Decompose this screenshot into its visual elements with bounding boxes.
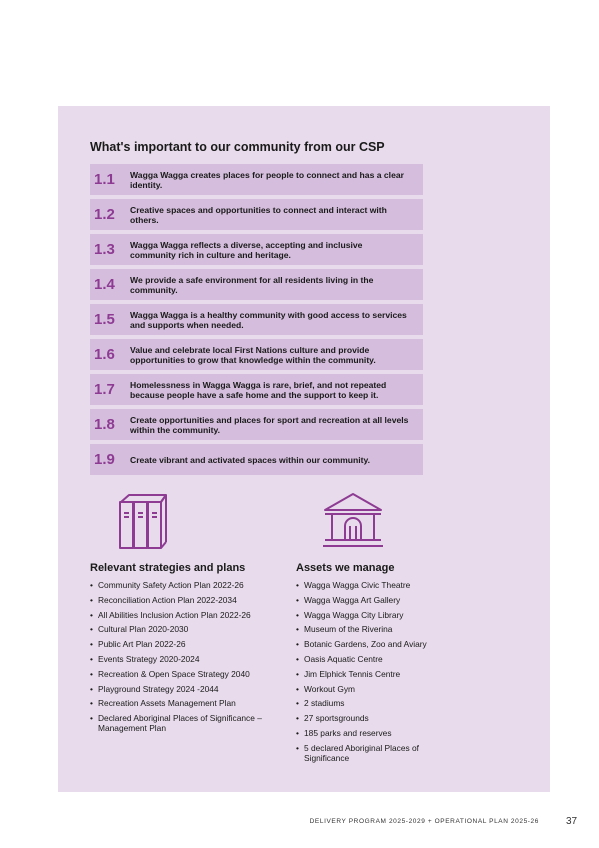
list-item: • Wagga Wagga Art Gallery <box>296 595 446 605</box>
strategies-list <box>90 580 275 738</box>
csp-item <box>90 444 423 475</box>
list-item: • Playground Strategy 2024 -2044 <box>90 684 275 694</box>
csp-text: Homelessness in Wagga Wagga is rare, brief, and not repeated because people have a safe home and the support to keep it. <box>130 379 387 400</box>
csp-item <box>90 234 423 265</box>
csp-item <box>90 339 423 370</box>
list-item: • Botanic Gardens, Zoo and Aviary <box>296 639 446 649</box>
assets-title: Assets we manage <box>296 562 395 574</box>
csp-item <box>90 164 423 195</box>
list-item: • Recreation & Open Space Strategy 2040 <box>90 669 275 679</box>
assets-list <box>296 580 446 768</box>
csp-text: Creative spaces and opportunities to connect and interact with others. <box>130 204 387 225</box>
csp-number: 1.2 <box>94 206 115 223</box>
list-item: • Wagga Wagga Civic Theatre <box>296 580 446 590</box>
csp-item <box>90 409 423 440</box>
csp-text: Value and celebrate local First Nations culture and provide opportunities to grow that knowledge within the community. <box>130 344 376 365</box>
csp-text: Wagga Wagga creates places for people to connect and has a clear identity. <box>130 169 404 190</box>
csp-text: Create opportunities and places for sport and recreation at all levels within the community. <box>130 414 409 435</box>
csp-item <box>90 304 423 335</box>
list-item: • Recreation Assets Management Plan <box>90 698 275 708</box>
list-item: • Cultural Plan 2020-2030 <box>90 624 275 634</box>
csp-number: 1.5 <box>94 311 115 328</box>
csp-number: 1.3 <box>94 241 115 258</box>
page-number: 37 <box>566 816 578 827</box>
csp-item <box>90 374 423 405</box>
list-item: • All Abilities Inclusion Action Plan 2022-26 <box>90 610 275 620</box>
books-icon <box>117 492 169 550</box>
csp-text: We provide a safe environment for all residents living in the community. <box>130 274 374 295</box>
csp-number: 1.7 <box>94 381 115 398</box>
csp-number: 1.9 <box>94 451 115 468</box>
list-item: • 27 sportsgrounds <box>296 713 446 723</box>
list-item: • Wagga Wagga City Library <box>296 610 446 620</box>
csp-number: 1.6 <box>94 346 115 363</box>
csp-text: Create vibrant and activated spaces within our community. <box>130 454 371 465</box>
list-item: • 185 parks and reserves <box>296 728 446 738</box>
list-item: • 2 stadiums <box>296 698 446 708</box>
list-item: • Community Safety Action Plan 2022-26 <box>90 580 275 590</box>
list-item: • Public Art Plan 2022-26 <box>90 639 275 649</box>
list-item: • Museum of the Riverina <box>296 624 446 634</box>
csp-item <box>90 199 423 230</box>
csp-number: 1.4 <box>94 276 115 293</box>
building-icon <box>322 492 384 550</box>
csp-list <box>90 164 423 479</box>
list-item: • Reconciliation Action Plan 2022-2034 <box>90 595 275 605</box>
csp-text: Wagga Wagga is a healthy community with good access to services and supports when needed. <box>130 309 407 330</box>
list-item: • Oasis Aquatic Centre <box>296 654 446 664</box>
csp-text: Wagga Wagga reflects a diverse, accepting and inclusive community rich in culture and heritage. <box>130 239 363 260</box>
section-heading: What's important to our community from our CSP <box>90 140 385 154</box>
footer-text: DELIVERY PROGRAM 2025-2029 + OPERATIONAL PLAN 2025-26 <box>309 818 539 825</box>
list-item: • Events Strategy 2020-2024 <box>90 654 275 664</box>
strategies-title: Relevant strategies and plans <box>90 562 246 574</box>
list-item: • Workout Gym <box>296 684 446 694</box>
csp-item <box>90 269 423 300</box>
list-item: • 5 declared Aboriginal Places of Significance <box>296 743 446 763</box>
csp-number: 1.1 <box>94 171 115 188</box>
csp-number: 1.8 <box>94 416 115 433</box>
list-item: • Declared Aboriginal Places of Significance – Management Plan <box>90 713 275 733</box>
list-item: • Jim Elphick Tennis Centre <box>296 669 446 679</box>
